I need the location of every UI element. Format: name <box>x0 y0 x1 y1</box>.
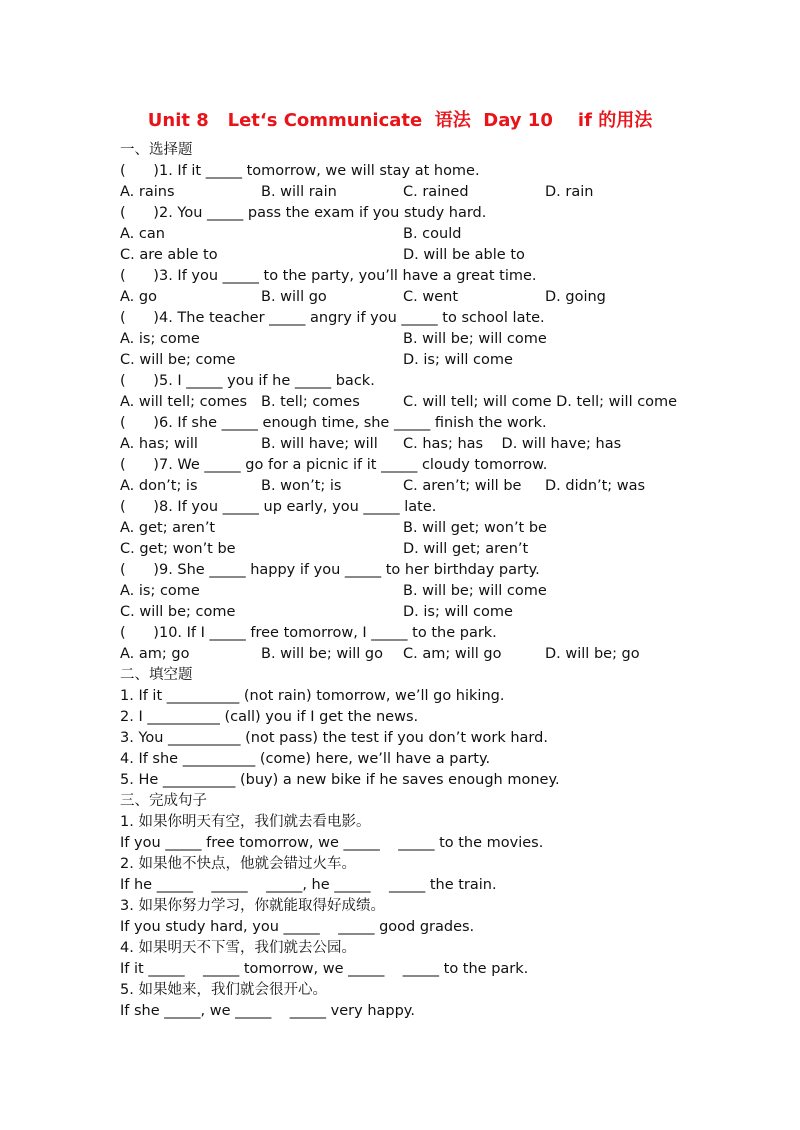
answer-option[interactable]: D. didn’t; was <box>545 478 646 494</box>
answer-option[interactable]: D. will be; go <box>545 646 640 662</box>
answer-option[interactable]: D. is; will come <box>403 352 513 368</box>
section-heading: 三、完成句子 <box>120 793 207 809</box>
question-stem: ( )7. We _____ go for a picnic if it _____ cloudy tomorrow. <box>120 457 548 473</box>
answer-option[interactable]: A. go <box>120 289 157 305</box>
options-row <box>120 644 740 665</box>
options-row <box>120 518 740 539</box>
english-sentence[interactable]: If you _____ free tomorrow, we _____ _____ to the movies. <box>120 835 544 851</box>
options-row <box>120 224 740 245</box>
fill-in-section <box>120 686 740 791</box>
question-stem: ( )3. If you _____ to the party, you’ll have a great time. <box>120 268 537 284</box>
fill-in-item[interactable]: 4. If she __________ (come) here, we’ll have a party. <box>120 751 491 767</box>
answer-option[interactable]: C. am; will go <box>403 646 502 662</box>
english-sentence[interactable]: If you study hard, you _____ _____ good grades. <box>120 919 475 935</box>
answer-option[interactable]: D. will get; aren’t <box>403 541 529 557</box>
answer-option[interactable]: A. am; go <box>120 646 190 662</box>
answer-option[interactable]: B. could <box>403 226 462 242</box>
answer-option[interactable]: C. get; won’t be <box>120 541 236 557</box>
answer-option[interactable]: A. don’t; is <box>120 478 198 494</box>
question-stem: ( )9. She _____ happy if you _____ to her birthday party. <box>120 562 540 578</box>
answer-option[interactable]: C. will tell; will come D. tell; will come <box>403 394 678 410</box>
english-sentence[interactable]: If he _____ _____ _____, he _____ _____ the train. <box>120 877 497 893</box>
chinese-prompt: 4. 如果明天不下雪，我们就去公园。 <box>120 940 356 956</box>
answer-option[interactable]: A. has; will <box>120 436 198 452</box>
english-sentence[interactable]: If she _____, we _____ _____ very happy. <box>120 1003 415 1019</box>
answer-option[interactable]: A. rains <box>120 184 175 200</box>
answer-option[interactable]: C. aren’t; will be <box>403 478 522 494</box>
answer-option[interactable]: A. can <box>120 226 165 242</box>
english-sentence[interactable]: If it _____ _____ tomorrow, we _____ _____ to the park. <box>120 961 529 977</box>
chinese-prompt: 3. 如果你努力学习，你就能取得好成绩。 <box>120 898 385 914</box>
options-row <box>120 182 740 203</box>
options-row <box>120 329 740 350</box>
answer-option[interactable]: A. get; aren’t <box>120 520 216 536</box>
options-row <box>120 287 740 308</box>
options-row <box>120 581 740 602</box>
answer-option[interactable]: B. won’t; is <box>261 478 342 494</box>
options-row <box>120 434 740 455</box>
answer-option[interactable]: C. are able to <box>120 247 218 263</box>
answer-option[interactable]: D. will be able to <box>403 247 525 263</box>
answer-option[interactable]: A. is; come <box>120 583 200 599</box>
answer-option[interactable]: C. will be; come <box>120 352 236 368</box>
question-stem: ( )4. The teacher _____ angry if you _____ to school late. <box>120 310 545 326</box>
answer-option[interactable]: C. has; has D. will have; has <box>403 436 622 452</box>
answer-option[interactable]: B. will be; will come <box>403 583 547 599</box>
options-row <box>120 602 740 623</box>
options-row <box>120 392 740 413</box>
fill-in-item[interactable]: 3. You __________ (not pass) the test if you don’t work hard. <box>120 730 548 746</box>
answer-option[interactable]: A. will tell; comes <box>120 394 248 410</box>
chinese-prompt: 2. 如果他不快点，他就会错过火车。 <box>120 856 356 872</box>
answer-option[interactable]: D. is; will come <box>403 604 513 620</box>
multiple-choice-section <box>120 161 740 665</box>
answer-option[interactable]: B. will get; won’t be <box>403 520 547 536</box>
options-row <box>120 539 740 560</box>
fill-in-item[interactable]: 1. If it __________ (not rain) tomorrow, we’ll go hiking. <box>120 688 505 704</box>
answer-option[interactable]: D. rain <box>545 184 594 200</box>
chinese-prompt: 5. 如果她来，我们就会很开心。 <box>120 982 327 998</box>
answer-option[interactable]: C. will be; come <box>120 604 236 620</box>
question-stem: ( )6. If she _____ enough time, she _____ finish the work. <box>120 415 547 431</box>
answer-option[interactable]: B. will go <box>261 289 327 305</box>
answer-option[interactable]: C. went <box>403 289 458 305</box>
answer-option[interactable]: D. going <box>545 289 606 305</box>
answer-option[interactable]: B. will rain <box>261 184 337 200</box>
answer-option[interactable]: B. will have; will <box>261 436 378 452</box>
answer-option[interactable]: C. rained <box>403 184 469 200</box>
options-row <box>120 476 740 497</box>
question-stem: ( )10. If I _____ free tomorrow, I _____ to the park. <box>120 625 497 641</box>
fill-in-item[interactable]: 5. He __________ (buy) a new bike if he saves enough money. <box>120 772 560 788</box>
answer-option[interactable]: B. will be; will go <box>261 646 383 662</box>
section-heading: 一、选择题 <box>120 142 193 158</box>
worksheet-body <box>120 140 740 1022</box>
answer-option[interactable]: B. will be; will come <box>403 331 547 347</box>
question-stem: ( )1. If it _____ tomorrow, we will stay at home. <box>120 163 480 179</box>
question-stem: ( )2. You _____ pass the exam if you study hard. <box>120 205 487 221</box>
page-title: Unit 8 Let‘s Communicate 语法 Day 10 if 的用法 <box>147 110 653 131</box>
options-row <box>120 350 740 371</box>
chinese-prompt: 1. 如果你明天有空，我们就去看电影。 <box>120 814 371 830</box>
section-heading: 二、填空题 <box>120 667 193 683</box>
fill-in-item[interactable]: 2. I __________ (call) you if I get the news. <box>120 709 419 725</box>
complete-sentence-section <box>120 812 740 1022</box>
answer-option[interactable]: A. is; come <box>120 331 200 347</box>
options-row <box>120 245 740 266</box>
question-stem: ( )8. If you _____ up early, you _____ late. <box>120 499 437 515</box>
question-stem: ( )5. I _____ you if he _____ back. <box>120 373 375 389</box>
answer-option[interactable]: B. tell; comes <box>261 394 360 410</box>
